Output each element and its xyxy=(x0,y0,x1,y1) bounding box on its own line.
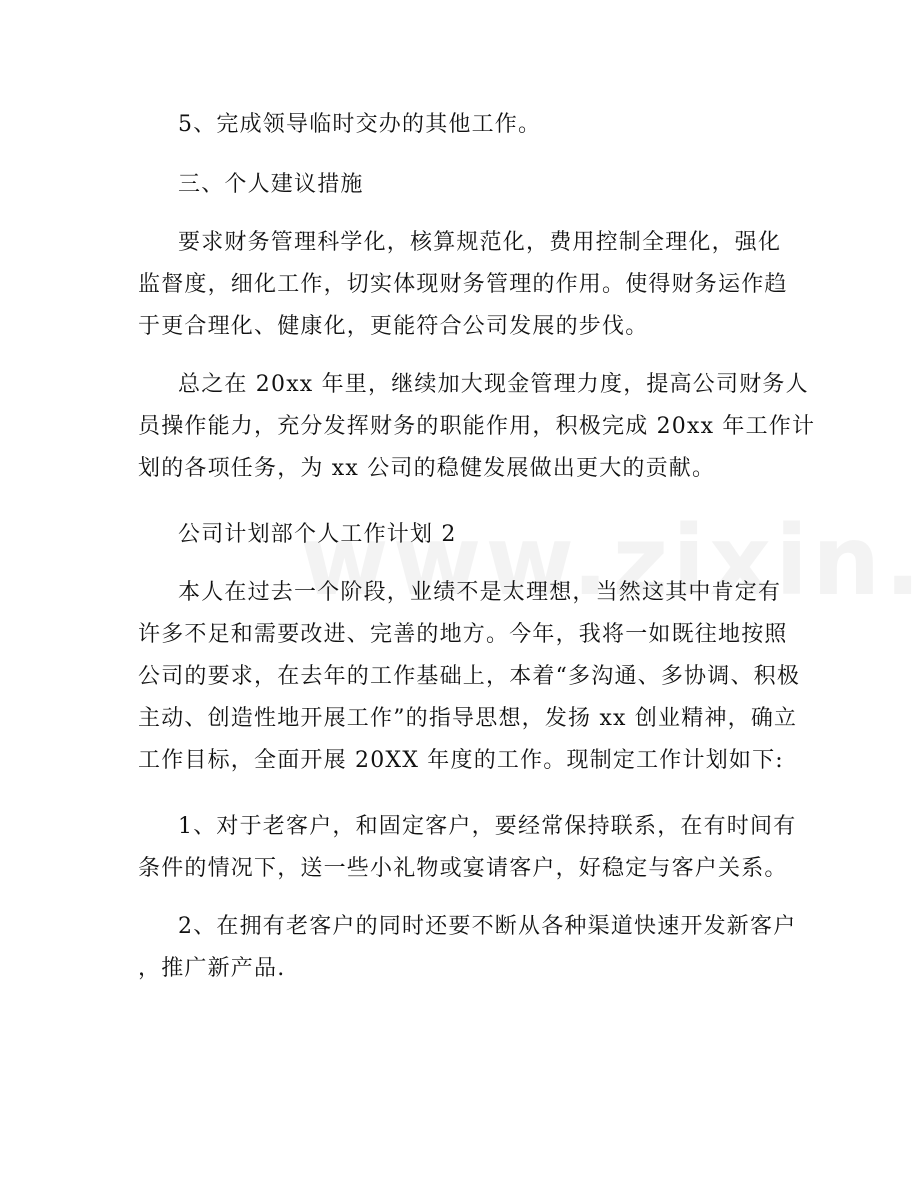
paragraph-line: 监督度，细化工作，切实体现财务管理的作用。使得财务运作趋 xyxy=(138,272,788,297)
paragraph-line: 员操作能力，充分发挥财务的职能作用，积极完成 20xx 年工作计 xyxy=(138,414,816,439)
paragraph-line: 要求财务管理科学化，核算规范化，费用控制全理化，强化 xyxy=(178,230,782,255)
paragraph-line: 1、对于老客户，和固定客户，要经常保持联系，在有时间有 xyxy=(178,814,797,839)
paragraph-line: 总之在 20xx 年里，继续加大现金管理力度，提高公司财务人 xyxy=(178,372,809,397)
paragraph-line: 工作目标，全面开展 20XX 年度的工作。现制定工作计划如下: xyxy=(138,748,784,773)
plan-title: 公司计划部个人工作计划 2 xyxy=(178,522,457,547)
paragraph-line: 公司的要求，在去年的工作基础上，本着“多沟通、多协调、积极 xyxy=(138,664,801,689)
paragraph-line: 于更合理化、健康化，更能符合公司发展的步伐。 xyxy=(138,314,649,339)
paragraph-line: 主动、创造性地开展工作”的指导思想，发扬 xx 创业精神，确立 xyxy=(138,706,798,731)
paragraph-line: 2、在拥有老客户的同时还要不断从各种渠道快速开发新客户 xyxy=(178,914,797,939)
paragraph-line: 条件的情况下，送一些小礼物或宴请客户，好稳定与客户关系。 xyxy=(138,856,788,881)
paragraph-line: ，推广新产品. xyxy=(138,956,286,981)
paragraph-line: 本人在过去一个阶段，业绩不是太理想，当然这其中肯定有 xyxy=(178,580,782,605)
section-heading: 三、个人建议措施 xyxy=(178,172,364,197)
list-item-5: 5、完成领导临时交办的其他工作。 xyxy=(178,112,542,137)
paragraph-line: 许多不足和需要改进、完善的地方。今年，我将一如既往地按照 xyxy=(138,622,788,647)
paragraph-line: 划的各项任务，为 xx 公司的稳健发展做出更大的贡献。 xyxy=(138,456,716,481)
